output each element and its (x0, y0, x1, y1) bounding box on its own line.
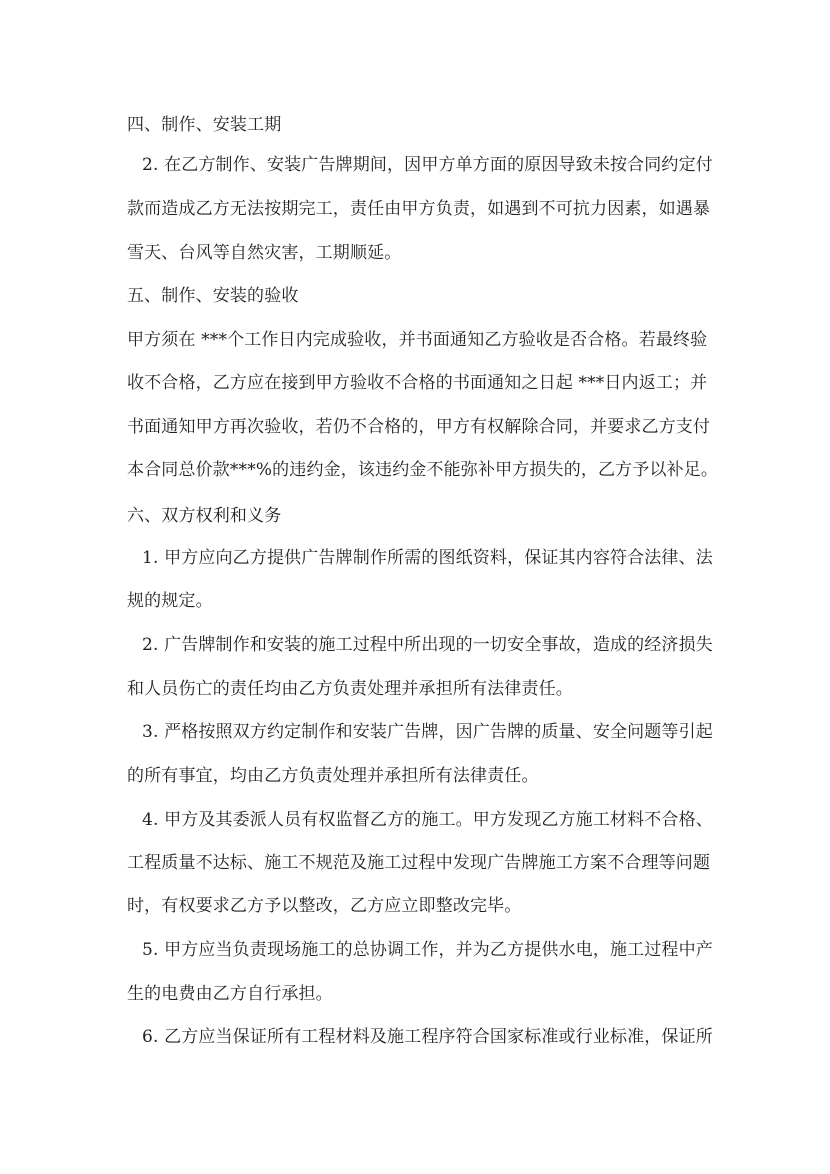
text-line: 和人员伤亡的责任均由乙方负责处理并承担所有法律责任。 (127, 679, 573, 699)
text-line: 的所有事宜，均由乙方负责处理并承担所有法律责任。 (127, 766, 539, 786)
text-line: 雪天、台风等自然灾害，工期顺延。 (127, 243, 402, 263)
text-line: 甲方须在 ***个工作日内完成验收，并书面通知乙方验收是否合格。若最终验 (127, 330, 708, 350)
text-line: 6. 乙方应当保证所有工程材料及施工程序符合国家标准或行业标准，保证所 (142, 1027, 713, 1047)
text-line: 收不合格，乙方应在接到甲方验收不合格的书面通知之日起 ***日内返工；并 (127, 373, 708, 393)
section-heading: 五、制作、安装的验收 (127, 286, 299, 306)
text-line: 5. 甲方应当负责现场施工的总协调工作，并为乙方提供水电，施工过程中产 (142, 940, 713, 960)
section-heading: 四、制作、安装工期 (127, 115, 282, 135)
text-line: 书面通知甲方再次验收，若仍不合格的，甲方有权解除合同，并要求乙方支付 (127, 417, 711, 437)
text-line: 时，有权要求乙方予以整改，乙方应立即整改完毕。 (127, 896, 522, 916)
text-line: 款而造成乙方无法按期完工，责任由甲方负责，如遇到不可抗力因素，如遇暴 (127, 199, 711, 219)
text-line: 2. 广告牌制作和安装的施工过程中所出现的一切安全事故，造成的经济损失 (142, 635, 713, 655)
text-line: 生的电费由乙方自行承担。 (127, 984, 333, 1004)
text-line: 规的规定。 (127, 591, 213, 611)
text-line: 工程质量不达标、施工不规范及施工过程中发现广告牌施工方案不合理等问题 (127, 853, 711, 873)
section-heading: 六、双方权利和义务 (127, 506, 282, 526)
text-line: 2. 在乙方制作、安装广告牌期间，因甲方单方面的原因导致未按合同约定付 (142, 155, 713, 175)
text-line: 本合同总价款***%的违约金，该违约金不能弥补甲方损失的，乙方予以补足。 (127, 460, 719, 480)
text-line: 1. 甲方应向乙方提供广告牌制作所需的图纸资料，保证其内容符合法律、法 (142, 548, 713, 568)
text-line: 3. 严格按照双方约定制作和安装广告牌，因广告牌的质量、安全问题等引起 (142, 722, 713, 742)
text-line: 4. 甲方及其委派人员有权监督乙方的施工。甲方发现乙方施工材料不合格、 (142, 810, 713, 830)
